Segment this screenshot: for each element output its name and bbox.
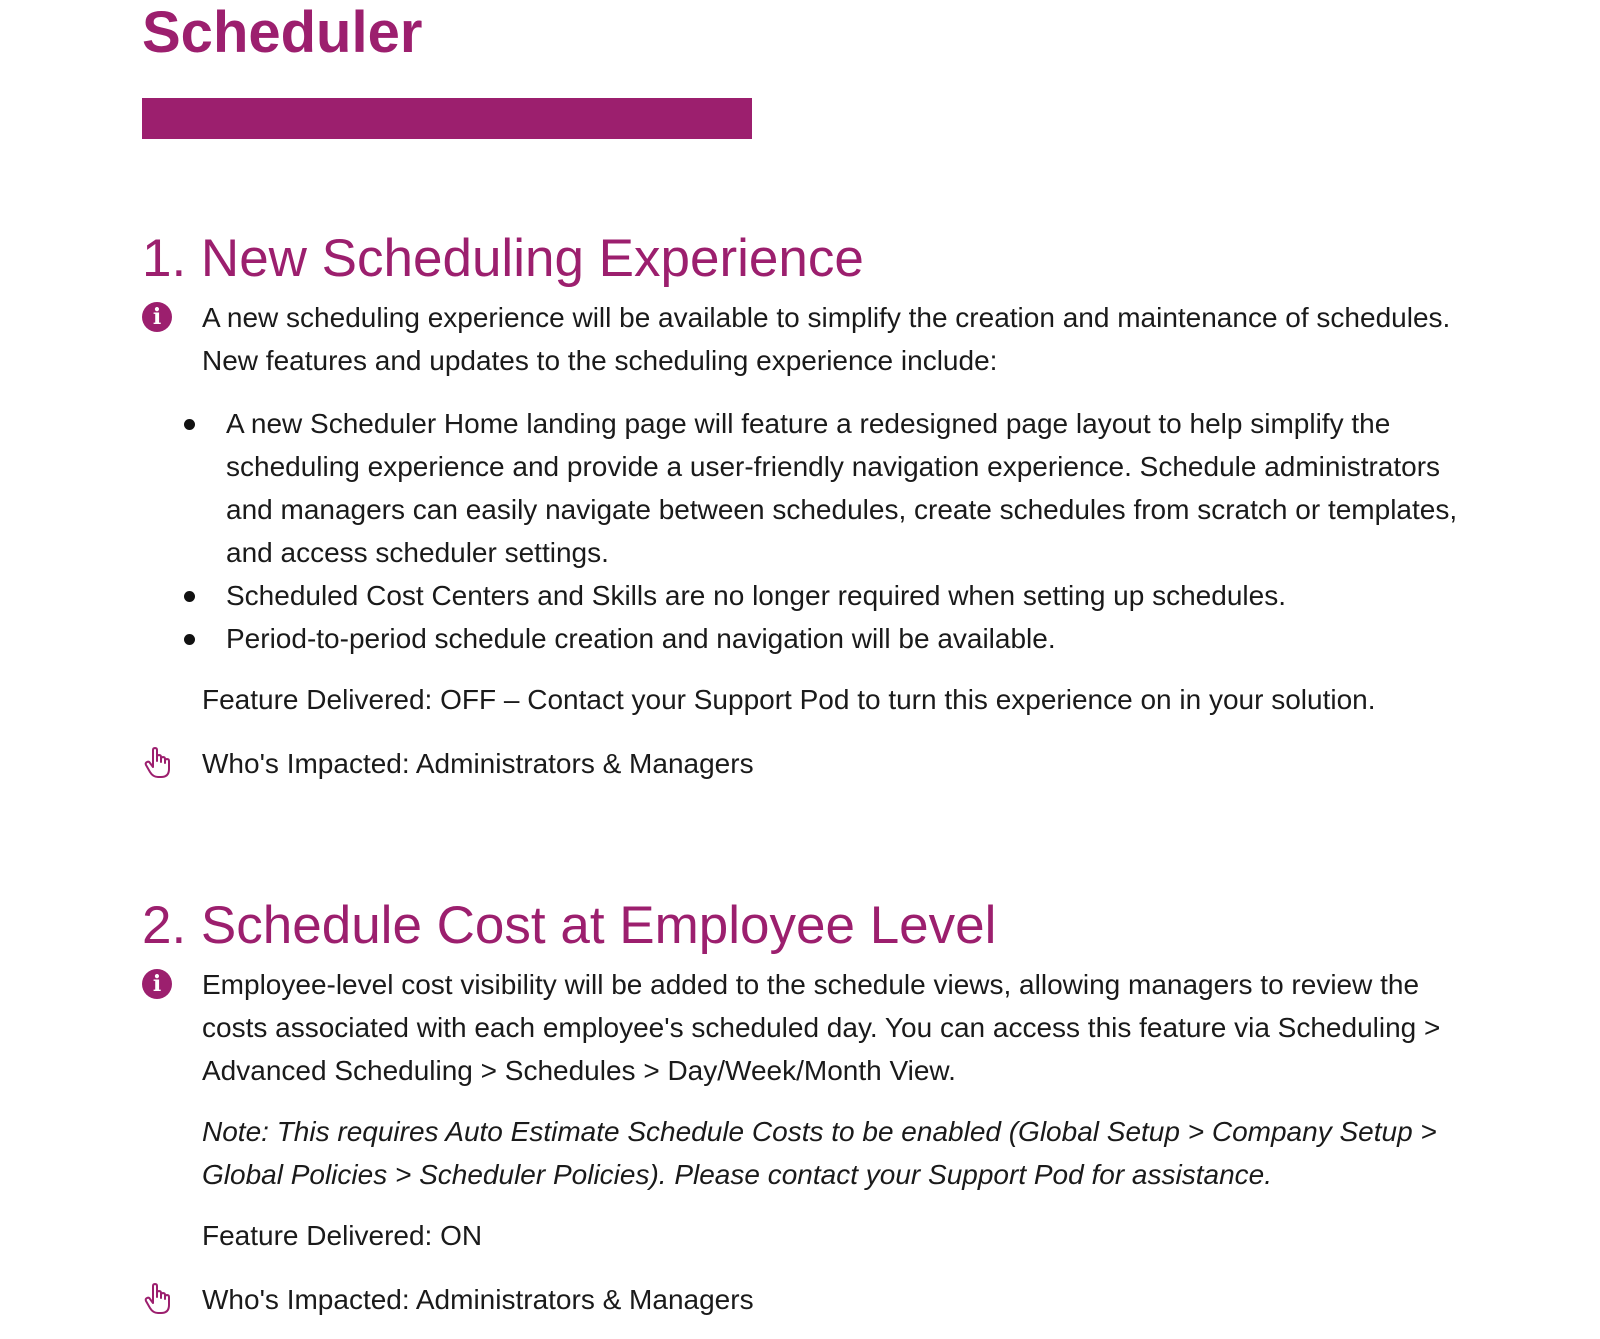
list-item: Period-to-period schedule creation and navigation will be available. xyxy=(226,617,1482,660)
impacted-audience: Who's Impacted: Administrators & Managers xyxy=(202,748,754,779)
section-description: A new scheduling experience will be available to simplify the creation and maintenance of schedules. New features and updates to the scheduling experience include: xyxy=(202,302,1451,376)
info-icon: i xyxy=(142,969,172,999)
title-underline-bar xyxy=(142,98,752,139)
page-title: Scheduler xyxy=(142,0,423,65)
section-description-row xyxy=(142,963,1482,1092)
impacted-audience: Who's Impacted: Administrators & Managers xyxy=(202,1284,754,1315)
section-heading: 2. Schedule Cost at Employee Level xyxy=(142,896,997,955)
impact-row xyxy=(142,1278,1482,1321)
section-note: Note: This requires Auto Estimate Schedule Costs to be enabled (Global Setup > Company Setup > Global Policies > Scheduler Policies). Please contact your Support Pod for assistance. xyxy=(202,1116,1437,1190)
impact-row xyxy=(142,742,1482,785)
feature-list xyxy=(142,402,1482,660)
feature-delivered-status: Feature Delivered: OFF – Contact your Support Pod to turn this experience on in your solution. xyxy=(202,684,1376,715)
section-description: Employee-level cost visibility will be added to the schedule views, allowing managers to review the costs associated with each employee's scheduled day. You can access this feature via Scheduling > Advanced Scheduling > Schedules > Day/Week/Month View. xyxy=(202,969,1441,1086)
list-item: A new Scheduler Home landing page will feature a redesigned page layout to help simplify the scheduling experience and provide a user-friendly navigation experience. Schedule administrators and managers can easily navigate between schedules, create schedules from scratch or templates, and access scheduler settings. xyxy=(226,402,1482,574)
pointing-hand-icon xyxy=(142,1284,172,1314)
section-schedule-cost-employee-level xyxy=(142,895,1482,1321)
section-new-scheduling-experience xyxy=(142,228,1482,785)
pointing-hand-icon xyxy=(142,748,172,778)
info-icon: i xyxy=(142,302,172,332)
list-item: Scheduled Cost Centers and Skills are no longer required when setting up schedules. xyxy=(226,574,1482,617)
section-description-row xyxy=(142,296,1482,382)
section-heading: 1. New Scheduling Experience xyxy=(142,229,864,288)
feature-delivered-status: Feature Delivered: ON xyxy=(202,1220,483,1251)
